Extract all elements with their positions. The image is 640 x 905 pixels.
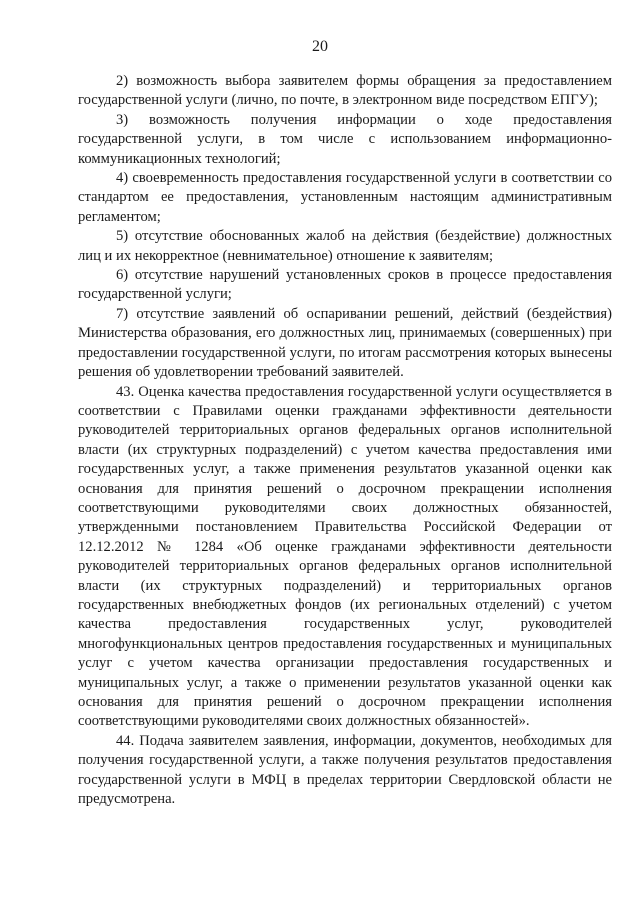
paragraph-44: 44. Подача заявителем заявления, информации, документов, необходимых для получения государственной услуги, а также получения результатов предоставления государственной услуги в МФЦ в пределах территории Свердловской области не предусмотрена.	[78, 732, 612, 808]
paragraph-item-4: 4) своевременность предоставления государственной услуги в соответствии со стандартом ее предоставления, установленным настоящим административным регламентом;	[78, 170, 612, 225]
paragraph-item-5: 5) отсутствие обоснованных жалоб на действия (бездействие) должностных лиц и их некорректное (невнимательное) отношение к заявителям;	[78, 228, 612, 264]
paragraph-43: 43. Оценка качества предоставления государственной услуги осуществляется в соответствии с Правилами оценки гражданами эффективности деятельности руководителей территориальных органов федеральных органов исполнительной власти (их структурных подразделений) с учетом качества предоставления ими государственных услуг, а также применения результатов указанной оценки как основания для принятия решений о досрочном прекращении исполнения соответствующими руководителями своих должностных обязанностей, утвержденными постановлением Правительства Российской Федерации от 12.12.2012 № 1284 «Об оценке гражданами эффективности деятельности руководителей территориальных органов федеральных органов исполнительной власти (их структурных подразделений) и территориальных органов государственных внебюджетных фондов (их региональных отделений) с учетом качества предоставления государственных услуг, руководителей многофункциональных центров предоставления государственных и муниципальных услуг с учетом качества организации предоставления государственных и муниципальных услуг, а также о применении результатов указанной оценки как основания для принятия решений о досрочном прекращении исполнения соответствующими руководителями своих должностных обязанностей».	[78, 383, 612, 730]
paragraph-item-3: 3) возможность получения информации о ходе предоставления государственной услуги, в том числе с использованием информационно-коммуникационных технологий;	[78, 111, 612, 167]
page-number: 20	[312, 38, 328, 55]
paragraph-item-7: 7) отсутствие заявлений об оспаривании решений, действий (бездействия) Министерства образования, его должностных лиц, принимаемых (совершенных) при предоставлении государственной услуги, по итогам рассмотрения которых вынесены решения об удовлетворении требований заявителей.	[78, 305, 612, 381]
paragraph-item-2: 2) возможность выбора заявителем формы обращения за предоставлением государственной услуги (лично, по почте, в электронном виде посредством ЕПГУ);	[78, 73, 612, 109]
document-body	[78, 72, 612, 809]
paragraph-item-6: 6) отсутствие нарушений установленных сроков в процессе предоставления государственной услуги;	[78, 267, 612, 303]
